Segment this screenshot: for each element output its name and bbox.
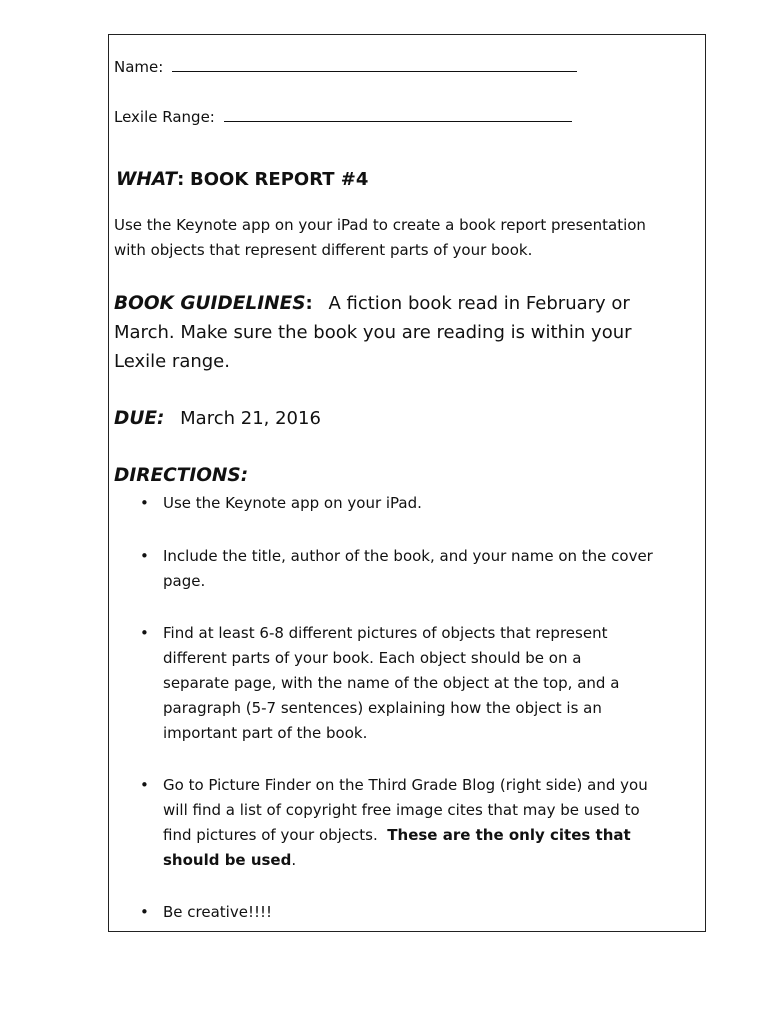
what-value: BOOK REPORT #4 [190, 169, 369, 190]
what-heading [116, 169, 368, 190]
directions-item-3-line-4: paragraph (5-7 sentences) explaining how the object is an [163, 699, 602, 717]
directions-item-4-line-3 [163, 823, 703, 848]
directions-item-4-period: . [291, 851, 297, 869]
directions-item-4-line-4 [163, 848, 703, 873]
should-be-used-emphasis: should be used [163, 851, 292, 869]
directions-item-3-line-3: separate page, with the name of the object at the top, and a [163, 674, 620, 692]
guidelines-colon: : [305, 293, 313, 314]
directions-item-4-line-1: Go to Picture Finder on the Third Grade Blog (right side) and you [163, 776, 648, 794]
what-colon: : [177, 169, 185, 190]
directions-heading: DIRECTIONS: [114, 465, 249, 486]
directions-item-4-line-2: will find a list of copyright free image cites that may be used to [163, 801, 640, 819]
bullet-icon: • [140, 494, 149, 512]
intro-line-1: Use the Keynote app on your iPad to create a book report presentation [114, 216, 646, 234]
guidelines-text-1: A fiction book read in February or [328, 293, 630, 314]
directions-item-3-line-2: different parts of your book. Each object should be on a [163, 649, 582, 667]
bullet-icon: • [140, 903, 149, 921]
worksheet-page [108, 34, 706, 932]
directions-item-4-line-3-plain: find pictures of your objects. [163, 826, 388, 844]
guidelines-line-1 [114, 293, 630, 314]
directions-item-4-text [163, 773, 703, 873]
intro-line-2: with objects that represent different parts of your book. [114, 241, 533, 259]
directions-item-3-text [163, 621, 703, 746]
bullet-icon: • [140, 547, 149, 565]
what-label: WHAT [116, 169, 178, 190]
due-line [114, 408, 321, 429]
directions-item-3-line-1: Find at least 6-8 different pictures of objects that represent [163, 624, 608, 642]
name-label: Name: [114, 58, 164, 76]
bullet-icon: • [140, 776, 149, 794]
name-blank-line [172, 69, 577, 72]
directions-item-1-text: Use the Keynote app on your iPad. [163, 494, 422, 512]
lexile-blank-line [224, 119, 572, 122]
name-field [114, 58, 577, 76]
guidelines-label: BOOK GUIDELINES [114, 293, 306, 314]
lexile-label: Lexile Range: [114, 108, 215, 126]
directions-item-2-line-2: page. [163, 572, 206, 590]
guidelines-line-3: Lexile range. [114, 351, 230, 372]
due-label: DUE: [114, 408, 165, 429]
due-date: March 21, 2016 [180, 408, 321, 429]
directions-item-3-line-5: important part of the book. [163, 724, 368, 742]
directions-item-2-line-1: Include the title, author of the book, and your name on the cover [163, 547, 653, 565]
only-cites-emphasis: These are the only cites that [387, 826, 631, 844]
directions-item-2-text [163, 544, 703, 594]
bullet-icon: • [140, 624, 149, 642]
directions-item-5-text: Be creative!!!! [163, 903, 272, 921]
guidelines-line-2: March. Make sure the book you are reading is within your [114, 322, 632, 343]
lexile-field [114, 108, 572, 126]
